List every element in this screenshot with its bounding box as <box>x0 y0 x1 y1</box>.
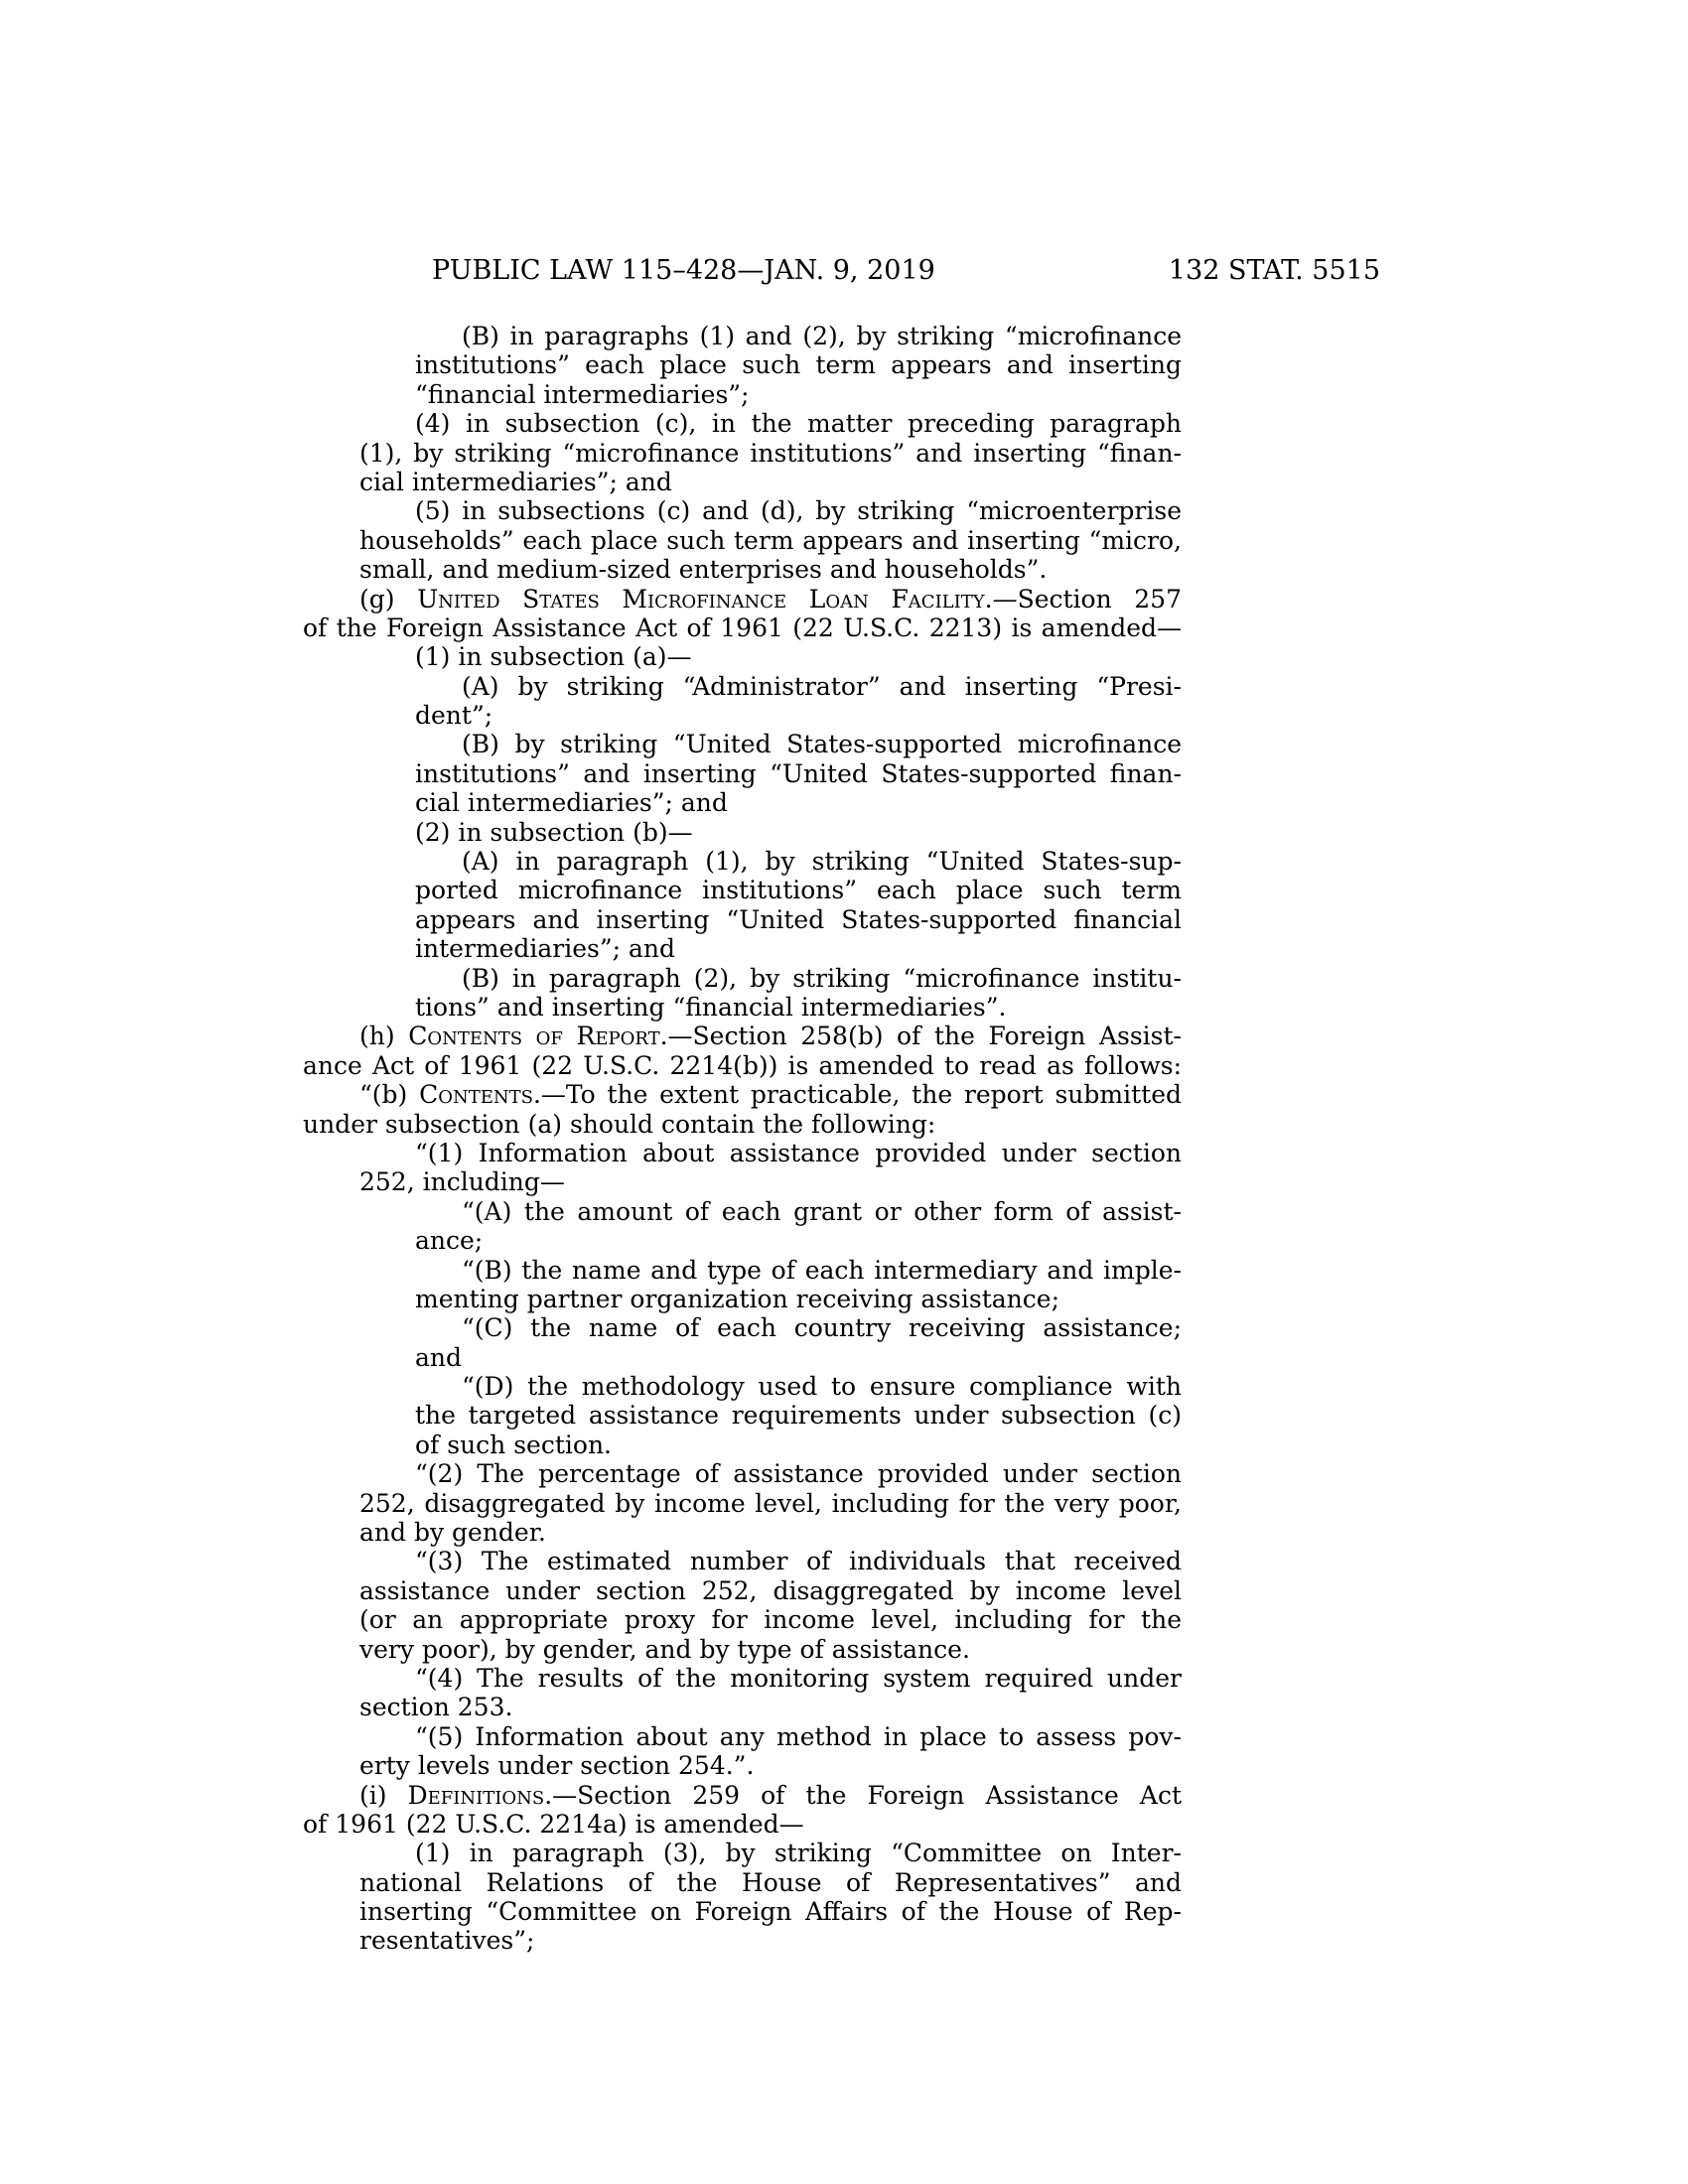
small-caps-heading: Contents <box>419 1080 533 1110</box>
text-line: households” each place such term appears and inserting “micro, <box>359 525 1182 555</box>
text-line: “(2) The percentage of assistance provided under section <box>415 1459 1182 1489</box>
text-line: (A) by striking “Administrator” and inserting “Presi- <box>462 671 1182 701</box>
text-line: ance; <box>415 1226 484 1256</box>
text-line: of the Foreign Assistance Act of 1961 (22 U.S.C. 2213) is amended— <box>303 613 1182 642</box>
text-line: under subsection (a) should contain the following: <box>303 1109 936 1139</box>
text-line <box>303 1022 1182 1050</box>
text-line: small, and medium-sized enterprises and households”. <box>359 555 1048 585</box>
text-segment: .—Section 258(b) of the Foreign Assist- <box>659 1022 1182 1051</box>
text-line: (2) in subsection (b)— <box>415 817 693 847</box>
text-line: very poor), by gender, and by type of assistance. <box>359 1634 970 1664</box>
text-line: “(B) the name and type of each intermediary and imple- <box>462 1255 1182 1285</box>
text-segment: (i) <box>359 1780 408 1810</box>
statute-text <box>303 322 1182 1956</box>
text-line: inserting “Committee on Foreign Affairs of the House of Rep- <box>359 1897 1182 1927</box>
text-segment: .—Section 257 <box>984 584 1182 614</box>
text-line: “(4) The results of the monitoring system required under <box>415 1663 1182 1693</box>
text-line: ance Act of 1961 (22 U.S.C. 2214(b)) is amended to read as follows: <box>303 1050 1182 1080</box>
running-head-law: PUBLIC LAW 115–428—JAN. 9, 2019 <box>432 255 935 286</box>
text-line: (B) in paragraphs (1) and (2), by striking “microfinance <box>462 322 1182 350</box>
text-line <box>303 1781 1182 1810</box>
text-line: erty levels under section 254.”. <box>359 1751 755 1781</box>
text-line: assistance under section 252, disaggregated by income level <box>359 1575 1182 1605</box>
small-caps-heading: Contents of Report <box>408 1022 660 1051</box>
text-line: and by gender. <box>359 1518 546 1548</box>
text-line: “financial intermediaries”; <box>415 379 750 409</box>
text-line: “(3) The estimated number of individuals that received <box>415 1547 1182 1576</box>
text-line: “(C) the name of each country receiving assistance; <box>462 1313 1182 1343</box>
text-line <box>303 585 1182 614</box>
text-line: (A) in paragraph (1), by striking “United States-sup- <box>462 847 1182 877</box>
small-caps-heading: United States Microfinance Loan Facility <box>417 584 985 614</box>
text-line: tions” and inserting “financial intermediaries”. <box>415 992 1007 1022</box>
text-segment: .—To the extent practicable, the report submitted <box>532 1080 1182 1110</box>
text-line: (B) in paragraph (2), by striking “microfinance institu- <box>462 963 1182 993</box>
text-line: institutions” and inserting “United States-supported finan- <box>415 758 1182 788</box>
text-line: of such section. <box>415 1430 612 1459</box>
text-line: (1) in paragraph (3), by striking “Committee on Inter- <box>415 1839 1182 1868</box>
text-segment: .—Section 259 of the Foreign Assistance Act <box>544 1780 1182 1810</box>
text-line: section 253. <box>359 1693 513 1722</box>
text-line: “(A) the amount of each grant or other form of assist- <box>462 1196 1182 1226</box>
text-line: 252, including— <box>359 1167 565 1197</box>
text-line: (4) in subsection (c), in the matter preceding paragraph <box>415 409 1182 439</box>
text-line: menting partner organization receiving assistance; <box>415 1284 1059 1313</box>
text-segment: (g) <box>359 584 418 614</box>
text-line: cial intermediaries”; and <box>359 467 672 496</box>
text-line: (B) by striking “United States-supported microfinance <box>462 730 1182 759</box>
text-segment: “(b) <box>359 1080 420 1110</box>
text-line: (5) in subsections (c) and (d), by striking “microenterprise <box>415 496 1182 526</box>
text-line: “(5) Information about any method in place to assess pov- <box>415 1721 1182 1751</box>
text-line: appears and inserting “United States-supported financial <box>415 904 1182 934</box>
text-line: (1), by striking “microfinance institutions” and inserting “finan- <box>359 438 1182 468</box>
text-line: and <box>415 1342 463 1372</box>
text-line: 252, disaggregated by income level, including for the very poor, <box>359 1488 1182 1518</box>
text-line: (1) in subsection (a)— <box>415 642 692 672</box>
text-line: institutions” each place such term appears and inserting <box>415 350 1182 380</box>
text-line: intermediaries”; and <box>415 934 676 964</box>
text-line: “(1) Information about assistance provided under section <box>415 1138 1182 1167</box>
running-head-stat: 132 STAT. 5515 <box>1168 255 1380 286</box>
small-caps-heading: Definitions <box>407 1780 545 1810</box>
running-head <box>303 256 1380 286</box>
text-line <box>303 1080 1182 1109</box>
text-segment: (h) <box>359 1022 409 1051</box>
text-line: the targeted assistance requirements under subsection (c) <box>415 1401 1182 1431</box>
text-line: dent”; <box>415 701 493 731</box>
text-line: of 1961 (22 U.S.C. 2214a) is amended— <box>303 1809 804 1839</box>
text-line: resentatives”; <box>359 1926 535 1956</box>
text-line: national Relations of the House of Representatives” and <box>359 1867 1182 1897</box>
text-line: “(D) the methodology used to ensure compliance with <box>462 1372 1182 1402</box>
text-line: ported microfinance institutions” each place such term <box>415 876 1182 905</box>
text-line: (or an appropriate proxy for income level, including for the <box>359 1605 1182 1635</box>
text-line: cial intermediaries”; and <box>415 788 728 818</box>
